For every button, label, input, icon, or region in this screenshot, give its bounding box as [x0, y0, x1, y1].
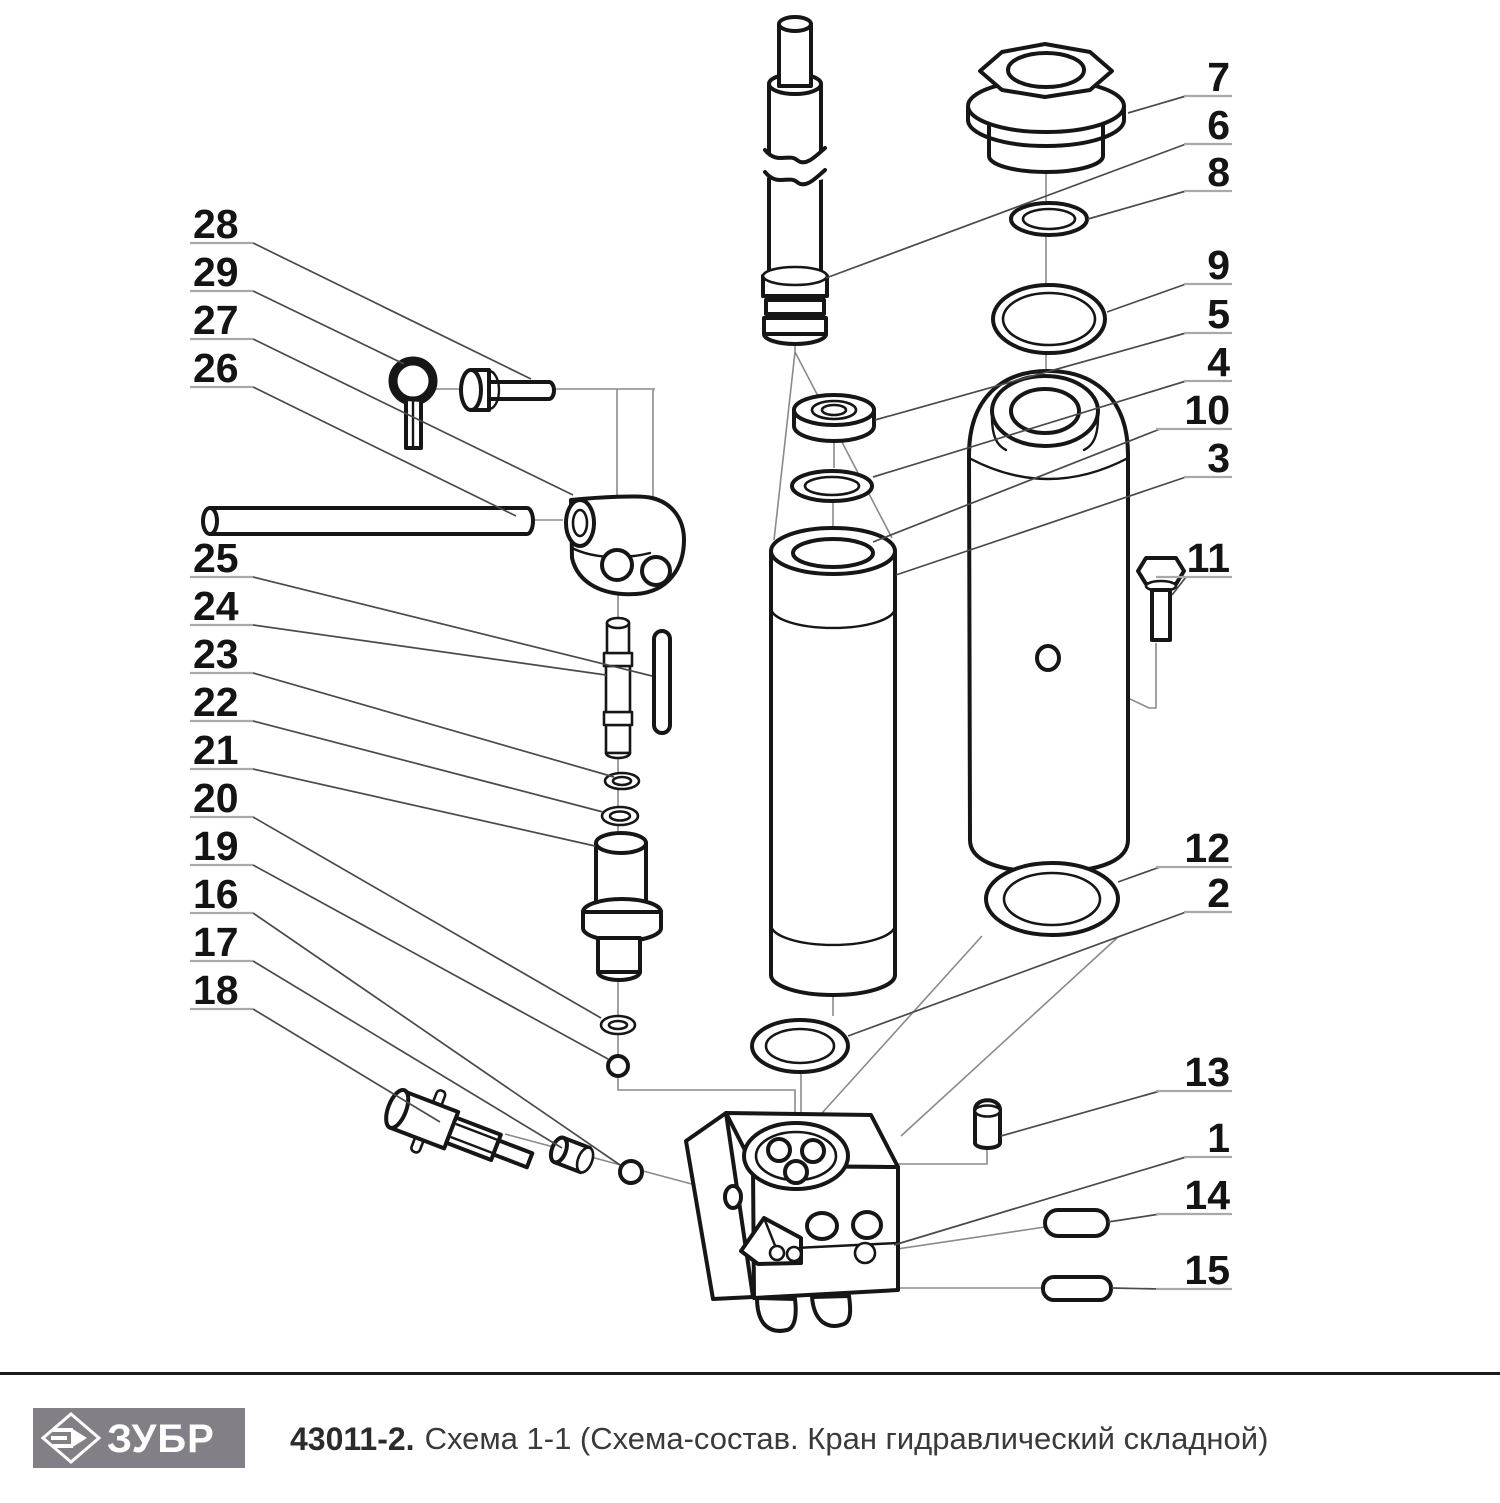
part-ball-19	[608, 1056, 628, 1076]
part-label: 8	[1207, 149, 1230, 195]
part-label: 27	[193, 297, 239, 343]
part-tank	[969, 371, 1128, 872]
part-oring-9	[993, 285, 1105, 353]
part-label: 7	[1207, 54, 1230, 100]
part-oring-2	[752, 1020, 848, 1072]
part-label: 2	[1207, 870, 1230, 916]
part-piston-rod	[763, 17, 827, 344]
part-pin-14	[1045, 1210, 1108, 1236]
part-label: 12	[1184, 825, 1230, 871]
part-ball-16	[620, 1161, 642, 1183]
part-lever-socket-27	[566, 497, 684, 595]
part-ring-pin-29	[393, 361, 433, 448]
part-oring-12	[986, 863, 1118, 935]
part-gland-nut-5	[794, 395, 874, 441]
part-pin-13	[975, 1100, 1000, 1148]
part-label: 1	[1207, 1115, 1230, 1161]
part-label: 9	[1207, 242, 1230, 288]
part-pump-plunger-21	[583, 833, 661, 980]
part-bolt-11	[1138, 558, 1184, 640]
part-label: 15	[1184, 1247, 1230, 1293]
part-label: 20	[193, 775, 239, 821]
part-inner-cylinder	[771, 528, 895, 995]
part-label: 18	[193, 967, 239, 1013]
part-label: 23	[193, 631, 239, 677]
part-label: 13	[1184, 1049, 1230, 1095]
part-label: 24	[193, 583, 239, 629]
part-label: 28	[193, 201, 239, 247]
part-valve-stack-24	[604, 618, 632, 758]
part-label: 3	[1207, 435, 1230, 481]
part-label: 17	[193, 919, 239, 965]
part-label: 4	[1207, 339, 1230, 385]
part-label: 5	[1207, 291, 1230, 337]
part-label: 26	[193, 345, 239, 391]
part-sleeve-17	[548, 1135, 597, 1174]
schema-model-number: 43011-2.	[290, 1420, 415, 1457]
part-base-block-1	[686, 1113, 898, 1331]
part-oring-22	[602, 807, 638, 825]
footer	[0, 1372, 1500, 1500]
part-label: 21	[193, 727, 239, 773]
part-label: 6	[1207, 102, 1230, 148]
part-label: 11	[1186, 535, 1230, 581]
part-oring-20	[601, 1016, 635, 1034]
schema-title-text: Схема 1-1 (Схема-состав. Кран гидравлический складной)	[424, 1421, 1269, 1456]
part-label: 22	[193, 679, 239, 725]
part-label: 16	[193, 871, 239, 917]
svg-text:ЗУБР: ЗУБР	[107, 1417, 215, 1461]
part-oring-4	[792, 471, 872, 501]
schema-title	[290, 1375, 1268, 1503]
part-small-oring-8	[1011, 203, 1087, 235]
part-label: 25	[193, 535, 239, 581]
part-filler-cap	[968, 44, 1124, 172]
part-clevis-bolt-28	[461, 370, 554, 410]
zubr-logo	[33, 1408, 245, 1468]
part-label: 14	[1184, 1172, 1230, 1218]
part-pin-15	[1043, 1277, 1111, 1300]
part-pin-25	[654, 631, 670, 733]
part-release-valve-18	[377, 1075, 542, 1192]
part-handle-rod-26	[203, 508, 533, 534]
zubr-logo-icon	[33, 1408, 245, 1468]
part-label: 19	[193, 823, 239, 869]
part-label: 29	[193, 249, 239, 295]
part-label: 10	[1184, 387, 1230, 433]
